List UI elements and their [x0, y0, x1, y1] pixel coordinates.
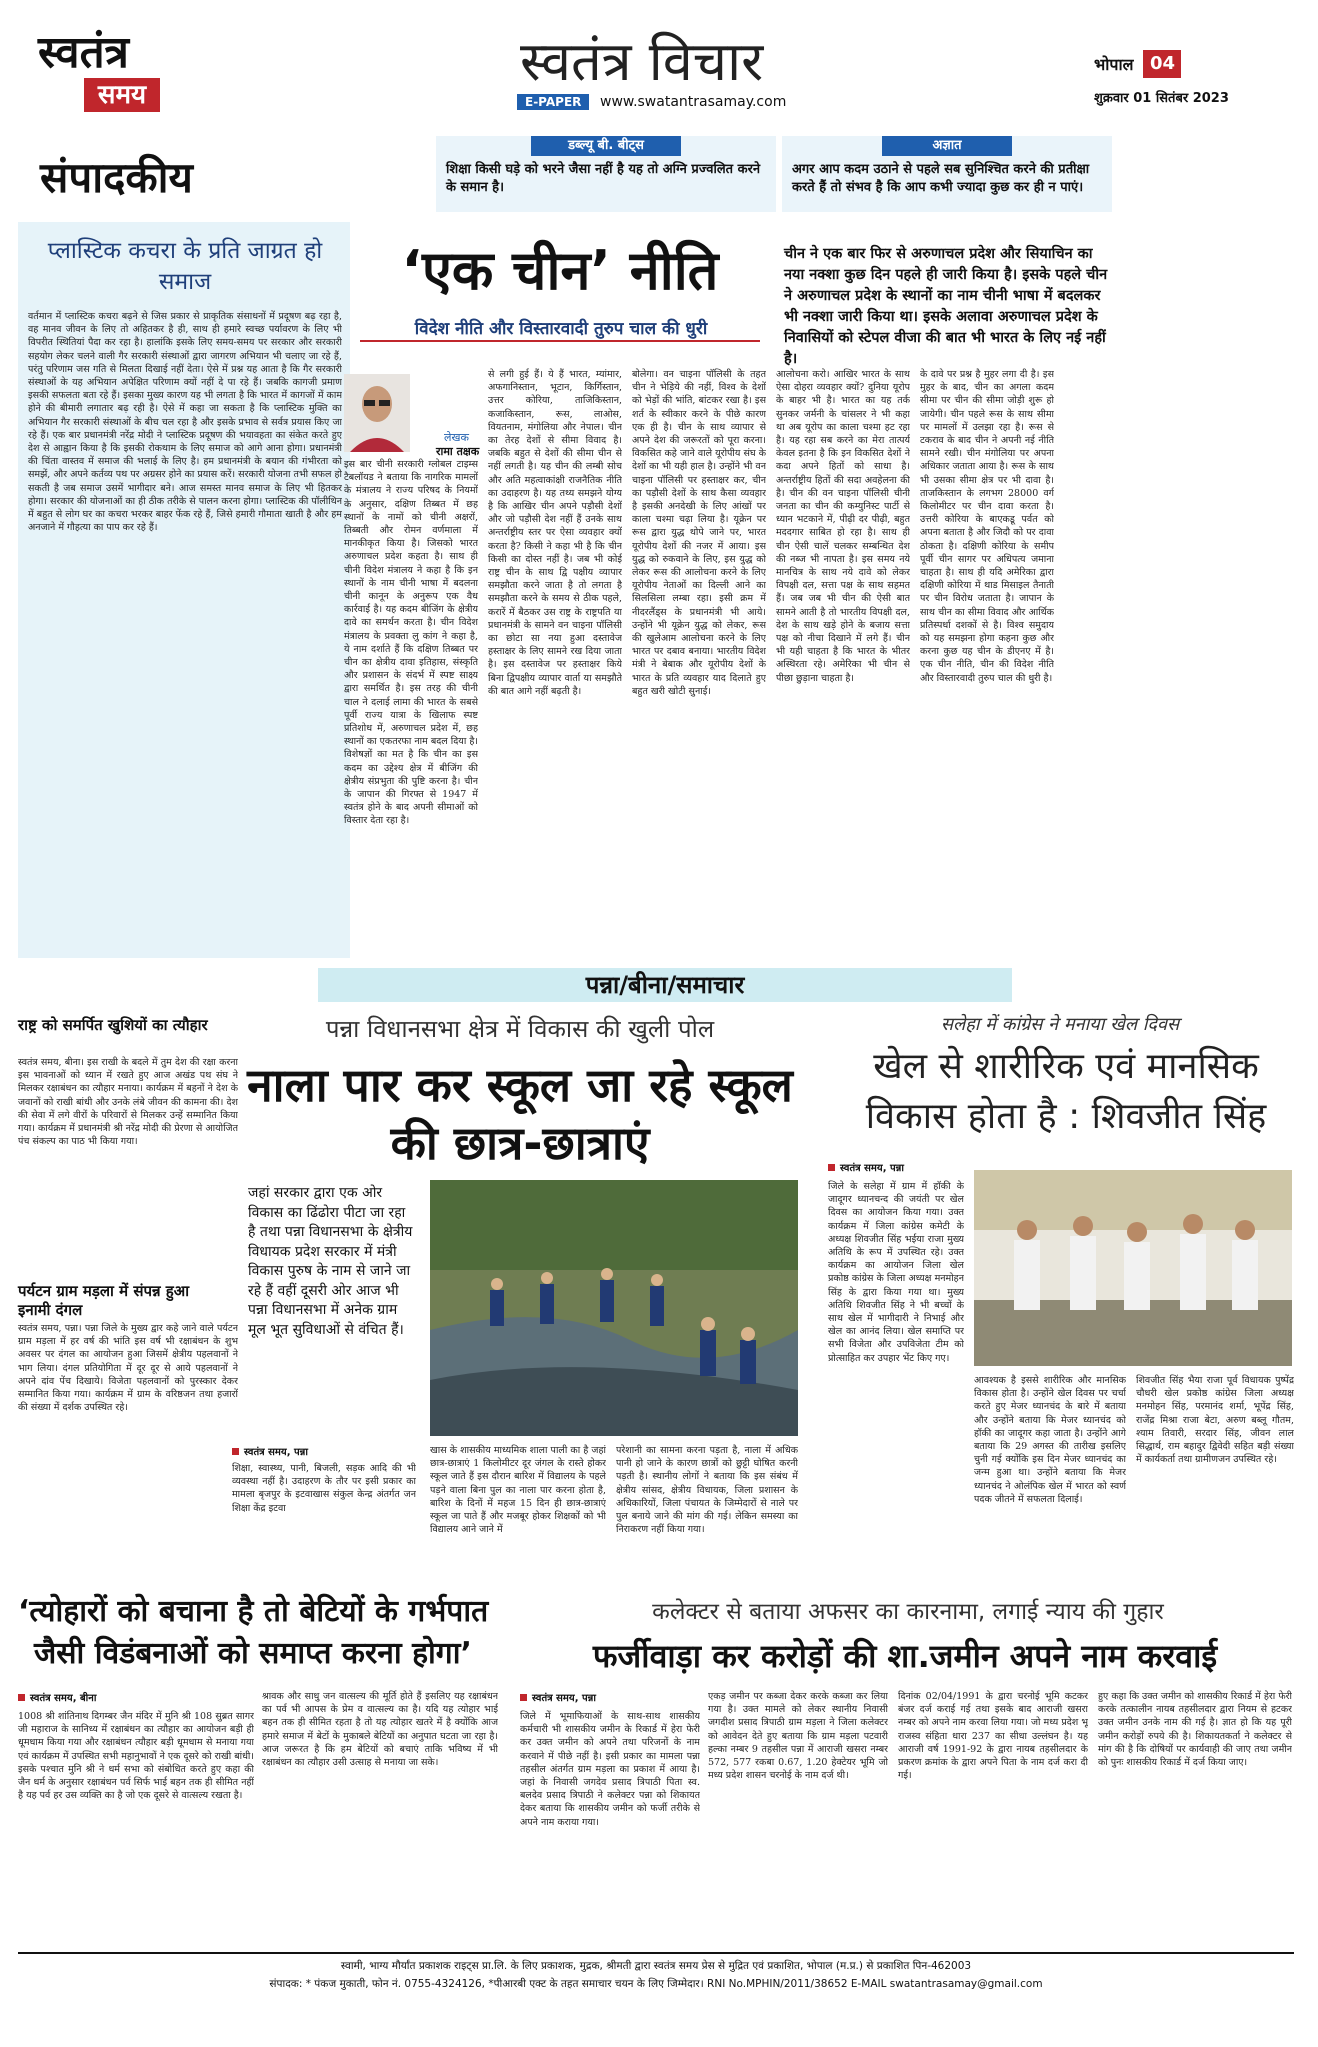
lead-column-3: बोलेगा। वन चाइना पॉलिसी के तहत चीन ने भेड़िये की नहीं, विश्व के देशों को भेड़ों की भांति, बांटकर रखा है। इस शर्त के स्वीकार करने के पीछे कारण एक ही है। चीन के साथ व्यापार से अपने देश की जरूरतों को पूरा करना। विकसित कहे जाने वाले यूरोपीय संघ के देशों का भी यही हाल है। उन्होंने भी वन चाइना पॉलिसी पर हस्ताक्षर कर, चीन का पड़ौसी देशों के साथ कैसा व्यवहार है इसकी अनदेखी के लिए आंखों पर काला चश्मा चढ़ा लिया है। यूक्रेन पर रूस द्वारा युद्ध थोपे जाने पर, भारत यूरोपीय देशों की नजर में आया। इस युद्ध को रुकवाने के लिए, इस युद्ध को लेकर रूस की आलोचना करने के लिए यूरोपीय नेताओं का दिल्ली आने का सिलसिला लम्बा रहा। इसी क्रम में नीदरलैंड्स के प्रधानमंत्री भी आये। उन्होंने भी यूक्रेन युद्ध को लेकर, रूस की खुलेआम आलोचना करने के लिए भारत पर दबाव बनाया। भारतीय विदेश मंत्री ने बेबाक और यूरोपीय देशों के भारत के प्रति व्यवहार याद दिलाते हुए बहुत खरी खोटी सुनाई। — [632, 369, 766, 697]
epaper-label: E-PAPER — [517, 94, 589, 110]
collector-headline: फर्जीवाड़ा कर करोड़ों की शा.जमीन अपने नाम करवाई — [592, 1637, 1218, 1675]
lead-headline: ‘एक चीन’ नीति — [401, 239, 719, 302]
collector-body-1: जिले में भूमाफियाओं के साथ-साथ शासकीय कर्मचारी भी शासकीय जमीन के रिकार्ड में हेरा फेरी कर उक्त जमीन को अपने तथा परिजनों के नाम करवाने में पीछे नहीं है। इसी प्रकार का मामला पन्ना तहसील अंतर्गत ग्राम मड़ला का प्रकाश में आया है। जहां के निवासी जगदेव प्रसाद त्रिपाठी पिता स्व. बलदेव प्रसाद त्रिपाठी ने कलेक्टर पन्ना को शिकायत देकर बताया कि शासकीय जमीन को फर्जी तरीके से अपने नाम कराया गया। — [520, 1711, 700, 1828]
panna-headline: नाला पार कर स्कूल जा रहे स्कूल की छात्र-छात्राएं — [247, 1058, 793, 1170]
panna-kicker: पन्ना विधानसभा क्षेत्र में विकास की खुली पोल — [325, 1015, 715, 1043]
editorial-headline: प्लास्टिक कचरा के प्रति जाग्रत हो समाज — [47, 238, 323, 295]
festival-body-1: 1008 श्री शांतिनाथ दिगम्बर जैन मंदिर में मुनि श्री 108 सुब्रत सागर जी महाराज के सानिध्य में रक्षाबंधन का त्यौहार का आयोजन बड़ी ही धूमधाम किया गया और रक्षाबंधन त्यौहार बड़ी धूमधाम से मनाया गया एवं कार्यक्रम में उपस्थित सभी महानुभावों ने एक दूसरे को राखी बांधी। इसके पश्चात मुनि श्री ने धर्म सभा को संबोधित करते हुए कहा की जैन धर्म के अनुसार रक्षाबंधन पर्व सिर्फ भाई बहन तक ही सीमित नहीं है यह पर्व हर उस व्यक्ति का है जो एक दूसरे से वात्सल्य रखता है। — [18, 1711, 254, 1802]
brief-1-body: स्वतंत्र समय, बीना। इस राखी के बदले में तुम देश की रक्षा करना इस भावनाओं को ध्यान में रखते हुए आज अखंड पथ संघ ने मिलकर रक्षाबंधन का त्यौहार मनाया। कार्यक्रम में बहनों ने देश के जवानों को राखी बांधी और उनके लंबे जीवन की कामना की। देश की सेवा में लगे वीरों के परिवारों से मिलकर उन्हें सम्मानित किया गया। कार्यक्रम में प्रधानमंत्री श्री नरेंद्र मोदी की प्रेरणा से आयोजित पंच संकल्प का पाठ भी किया गया। — [18, 1057, 238, 1148]
author-label: लेखक — [444, 431, 469, 444]
collector-body-3: दिनांक 02/04/1991 के द्वारा चरनोई भूमि कटकर बंजर दर्ज कराई गई तथा इसके बाद आराजी खसरा नम्बर को अपने नाम करवा लिया गया। जो मध्य प्रदेश भू राजस्व संहिता धारा 237 का सीधा उल्लंघन है। यह आराजी वर्ष 1991-92 के द्वारा नायब तहसीलदार के प्रकरण क्रमांक के द्वारा अपने पिता के नाम दर्ज करा दी गई। — [898, 1691, 1088, 1782]
page-number: 04 — [1143, 50, 1181, 78]
quote-2-text: अगर आप कदम उठाने से पहले सब सुनिश्चित करने की प्रतीक्षा करते हैं तो संभव है कि आप कभी ज्यादा कुछ कर ही न पाएं। — [792, 162, 1090, 195]
sports-headline: खेल से शारीरिक एवं मानसिक विकास होता है : शिवजीत सिंह — [865, 1046, 1267, 1137]
city-label: भोपाल — [1094, 55, 1134, 74]
author-portrait — [344, 374, 410, 452]
sports-kicker: सलेहा में कांग्रेस ने मनाया खेल दिवस — [940, 1014, 1180, 1035]
quote-box-1 — [436, 136, 776, 212]
stream-scene — [430, 1180, 798, 1436]
editorial-body: वर्तमान में प्लास्टिक कचरा बढ़ने से जिस प्रकार से प्राकृतिक संसाधनों में प्रदूषण बढ़ रहा है, वह मानव जीवन के लिए तो अहितकर है ही, साथ ही हमारे स्वच्छ पर्यावरण के लिए भी विपरीत स्थितियां पैदा कर रहा है। हालांकि इसके लिए समय-समय पर सरकार और सरकारी सहयोग लेकर चलने वाली गैर सरकारी संस्थाओं द्वारा जागरण अभियान भी चलाए जा रहे हैं, परंतु परिणाम जस गति से मिलता दिखाई नहीं देता। ऐसे में प्रश्न यह आता है कि गैर सरकारी संस्थाओं के यह अभियान अपेक्षित परिणाम क्यों नहीं दे पा रहे हैं। जबकि कागजी प्रमाण इसकी सफलता बता रहे हैं। इसका मुख्य कारण यह भी लगता है कि भारत में कागजों में काम होने की बीमारी लगातार बढ़ रही है। ऐसे में कहा जा सकता है कि प्लास्टिक मुक्ति का अभियान गैर सरकारी संस्थाओं के बीच चल रहा है और इसके प्रभाव से सर्वत्र प्रयास किए जा रहे हैं। एक बार प्रधानमंत्री नरेंद्र मोदी ने प्लास्टिक प्रदूषण की भयावहता का संकेत करते हुए देश से आह्वान किया है कि इसकी रोकथाम के लिए समाज को आगे आना होगा। प्रधानमंत्री की चिंता वास्तव में समाज की भलाई के लिए है। हम प्रधानमंत्री के बयान की गंभीरता को समझें, और अपने कर्तव्य पथ पर अग्रसर होने का प्रयास करें। सरकारी योजना तभी सफल हो सकती है जब समाज उसमें भागीदार बने। आज समस्त मानव समाज के लिए भी हितकर होगा। सरकार की योजनाओं का ही ठीक तरीके से पालन करना होगा। प्लास्टिक की पॉलीथिन में बहुत से लोग घर का कचरा भरकर बाहर फेंक रहे हैं, जिसे हमारी गौमाता खाती है और हम अनजाने में गौहत्या का पाप कर रहे हैं। — [28, 311, 342, 534]
panna-body-1: शिक्षा, स्वास्थ्य, पानी, बिजली, सड़क आदि की भी व्यवस्था नहीं है। उदाहरण के तौर पर इसी प्रकार का मामला बृजपुर के इटवाखास संकुल केन्द्र अंतर्गत जन शिक्षा केंद्र इटवा — [232, 1463, 416, 1514]
brief-2-body: स्वतंत्र समय, पन्ना। पन्ना जिले के मुख्य द्वार कहे जाने वाले पर्यटन ग्राम मड़ला में हर वर्ष की भांति इस वर्ष भी रक्षाबंधन के शुभ अवसर पर दंगल का आयोजन हुआ जिसमें क्षेत्रीय पहलवानों ने भाग लिया। दंगल प्रतियोगिता में दूर दूर से आये पहलवानों ने अपने दांव पेंच दिखाये। विजेता पहलवानों को पुरस्कार देकर सम्मानित किया गया। कार्यक्रम में ग्राम के वरिष्ठजन तथा हजारों की संख्या में दर्शक उपस्थित रहे। — [18, 1323, 238, 1414]
lead-column-5: के दावे पर प्रश्न है मुहर लगा दी है। इस मुहर के बाद, चीन का अगला कदम सीमा पर चीन की सीमा जोड़ी शुरू हो जायेगी। चीन पहले रूस के साथ सीमा पर मामलों में उलझा रहा है। रूस से टकराव के बाद चीन ने अपनी नई नीति सामने रखी। चीन मंगोलिया पर अपना अधिकार जताता आया है। रूस के साथ भी उसका सीमा क्षेत्र पर भी दावा है। ताजकिस्तान के लगभग 28000 वर्ग किलोमीटर पर चीन दावा करता है। उत्तरी कोरिया के बाएकडू पर्वत को अपना बताता है और जिदौ को पर दावा ठोकता है। दक्षिणी कोरिया के समीप पूर्वी चीन सागर पर अधिपत्य जमाना चाहता है। साथ ही यदि अमेरिका द्वारा दक्षिणी कोरिया में थाड मिसाइल तैनाती पर चीन विरोध जताता है। जापान के साथ चीन का सीमा विवाद और आर्थिक प्रतिस्पर्धा दशकों से है। विश्व समुदाय को यह समझना होगा कहना कुछ और करना कुछ यह चीन के डीएनए में है। एक चीन नीति, चीन की विदेश नीति और विस्तारवादी तुरुप चाल की धुरी है। — [920, 369, 1054, 684]
page-info — [1094, 50, 1229, 106]
quote-1-text: शिक्षा किसी घड़े को भरने जैसा नहीं है यह तो अग्नि प्रज्वलित करने के समान है। — [446, 162, 761, 195]
brief-1-headline: राष्ट्र को समर्पित खुशियों का त्यौहार — [18, 1016, 208, 1034]
quote-2-title: अज्ञात — [882, 136, 1012, 156]
collector-kicker: कलेक्टर से बताया अफसर का कारनामा, लगाई न्याय की गुहार — [652, 1599, 1164, 1625]
festival-body-2: श्रावक और साधु जन वात्सल्य की मूर्ति होते हैं इसलिए यह रक्षाबंधन का पर्व भी आपस के प्रेम व वात्सल्य का है। यदि यह त्योहार भाई बहन तक ही सीमित रहता है तो यह त्योहार खतरे में है क्योंकि आज हमारे समाज में बेटों के मुकाबले बेटियों का अनुपात घटता जा रहा है। आज जरूरत है कि हम बेटियों को बचाएं ताकि भविष्य में भी रक्षाबंधन का त्यौहार उसी उत्साह से मनाया जा सके। — [262, 1691, 498, 1769]
panna-body-3: परेशानी का सामना करना पड़ता है, नाला में अधिक पानी हो जाने के कारण छात्रों को छुट्टी घोषित करनी पड़ती है। स्थानीय लोगों ने बताया कि इस संबंध में क्षेत्रीय सांसद, क्षेत्रीय विधायक, जिला प्रशासन के अधिकारियों, जिला पंचायत के जिम्मेदारों से नाले पर पुल बनाये जाने की मांग की गई। लेकिन समस्या का निराकरण नहीं किया गया। — [616, 1445, 798, 1536]
website-link[interactable]: www.swatantrasamay.com — [600, 94, 787, 110]
panna-byline: स्वतंत्र समय, पन्ना — [232, 1444, 308, 1458]
section-title: स्वतंत्र विचार — [520, 30, 764, 93]
sports-event-photo — [974, 1170, 1292, 1366]
quote-box-2 — [782, 136, 1112, 212]
logo — [38, 28, 188, 120]
panna-pullquote: जहां सरकार द्वारा एक ओर विकास का ढिंढोरा पीटा जा रहा है तथा पन्ना विधानसभा के क्षेत्रीय विधायक प्रदेश सरकार में मंत्री विकास पुरुष के नाम से जाने जा रहे हैं वहीं दूसरी ओर आज भी पन्ना विधानसभा में अनेक ग्राम मूल भूत सुविधाओं से वंचित हैं। — [248, 1185, 413, 1338]
logo-top-text: स्वतंत्र — [38, 27, 129, 78]
author-photo — [344, 374, 410, 452]
sports-body-3: शिवजीत सिंह भैया राजा पूर्व विधायक पुष्पेंद्र चौधरी खेल प्रकोष्ठ कांग्रेस जिला अध्यक्ष मनमोहन सिंह, परमानंद शर्मा, भूपेंद्र सिंह, राजेंद्र मिश्रा राजा बेटा, अरुण बब्लू गौतम, श्याम तिवारी, सरदार सिंह, जीवन लाल सिद्धार्थ, राम बहादुर द्विवेदी सहित बड़ी संख्या में कार्यकर्ता तथा ग्रामीणजन उपस्थित रहे। — [1136, 1375, 1294, 1466]
lead-subhead: विदेश नीति और विस्तारवादी तुरुप चाल की धुरी — [414, 319, 708, 339]
festival-byline: स्वतंत्र समय, बीना — [18, 1690, 96, 1704]
author-name: रामा तक्षक — [436, 445, 480, 458]
section-band — [318, 968, 1012, 1002]
festival-headline-line-1: ‘त्योहारों को बचाना है तो बेटियों के गर्भपात — [18, 1594, 489, 1629]
lead-column-1: इस बार चीनी सरकारी ग्लोबल टाइम्स टैबलॉयड ने बताया कि नागरिक मामलों के मंत्रालय ने राज्य परिषद के नियमों के अनुसार, दक्षिण तिब्बत में छह स्थानों के नामों को चीनी अक्षरों, तिब्बती और रोमन वर्णमाला में मानकीकृत किया है। जिसको भारत अरुणाचल प्रदेश कहता है। साथ ही चीनी विदेश मंत्रालय ने कहा है कि इन स्थानों के नाम चीनी भाषा में बदलना चीनी कानून के अनुरूप एक वैध कार्रवाई है। यह कदम बीजिंग के क्षेत्रीय दावे का समर्थन करता है। चीन विदेश मंत्रालय के प्रवक्ता लु कांग ने कहा है, ये नाम दर्शाते हैं कि दक्षिण तिब्बत पर चीन का क्षेत्रीय दावा इतिहास, संस्कृति और प्रशासन के संदर्भ में स्पष्ट साक्ष्य द्वारा समर्थित है। इस तरह की चीनी चाल ने दलाई लामा की भारत के सबसे पूर्वी राज्य यात्रा के खिलाफ स्पष्ट प्रतिशोध में, अरुणाचल प्रदेश में, छह स्थानों का एकतरफा नाम बदल दिया है। विशेषज्ञों का मत है कि चीन का इस कदम का उद्देश्य क्षेत्र में बीजिंग की क्षेत्रीय संप्रभुता की पुष्टि करना है। चीन के जापान की गिरफ्त से 1947 में स्वतंत्र होने के बाद अपनी सीमाओं को विस्तार देता रहा है। — [344, 459, 478, 827]
festival-headline-line-2: जैसी विडंबनाओं को समाप्त करना होगा’ — [34, 1636, 472, 1671]
footer-line-1: स्वामी, भाग्य मौर्यांत प्रकाशक राइट्स प्रा.लि. के लिए प्रकाशक, मुद्रक, श्रीमती द्वारा स्वतंत्र समय प्रेस से मुद्रित एवं प्रकाशित, भोपाल (म.प्र.) से प्रकाशित पिन-462003 — [340, 1960, 972, 1972]
quote-1-title: डब्ल्यू बी. बीट्स — [531, 136, 681, 156]
brief-2-headline: पर्यटन ग्राम मड़ला में संपन्न हुआ इनामी दंगल — [18, 1282, 190, 1319]
lead-intro: चीन ने एक बार फिर से अरुणाचल प्रदेश और सियाचिन का नया नक्शा कुछ दिन पहले ही जारी किया है। इसके पहले चीन ने अरुणाचल प्रदेश के स्थानों का नाम चीनी भाषा में बदलकर भी नक्शा जारी किया था। इसके अलावा अरुणाचल प्रदेश के निवासियों को स्टेपल वीजा की बात भी भारत के लिए नई नहीं है। — [784, 246, 1108, 367]
section-band-label: पन्ना/बीना/समाचार — [585, 971, 745, 999]
collector-byline: स्वतंत्र समय, पन्ना — [520, 1690, 596, 1704]
editorial-label: संपादकीय — [40, 153, 193, 202]
sports-byline: स्वतंत्र समय, पन्ना — [828, 1160, 904, 1174]
footer-line-2: संपादक: * पंकज मुकाती, फोन नं. 0755-4324126, *पीआरबी एक्ट के तहत समाचार चयन के लिए जिम्मेदार। RNI No.MPHIN/2011/38652 E-MAIL swatantrasamay@gmail.com — [269, 1978, 1043, 1990]
students-crossing-photo — [430, 1180, 798, 1436]
panna-body-2: खास के शासकीय माध्यमिक शाला पाली का है जहां छात्र-छात्राएं 1 किलोमीटर दूर जंगल के रास्ते होकर स्कूल जाते हैं इस दौरान बारिश में विद्यालय के पहले पड़ने वाला बिना पुल का नाला पार करना होता है, बारिश के दिनों में महज 15 दिन ही छात्र-छात्राएं स्कूल जा पाते हैं और मजबूर होकर शिक्षकों को भी विद्यालय आने जाने में — [430, 1445, 606, 1536]
ceremony-scene — [974, 1170, 1292, 1366]
sports-body-2: आवश्यक है इससे शारीरिक और मानसिक विकास होता है। उन्होंने खेल दिवस पर चर्चा करते हुए मेजर ध्यानचंद के बारे में बताया और उन्होंने बताया कि मेजर ध्यानचंद को हॉकी का जादूगर कहा जाता है। उन्होंने आगे बताया कि 29 अगस्त की तारीख इसलिए चुनी गई क्योंकि इस दिन मेजर ध्यानचंद का जन्म हुआ था। उन्होंने बताया कि मेजर ध्यानचंद ने ओलंपिक खेल में भारत को स्वर्ण पदक जीतने में सफलता दिलाई। — [974, 1375, 1126, 1505]
lead-subhead-rule — [360, 340, 760, 342]
footer-rule — [18, 1952, 1294, 1954]
sports-body-1: जिले के सलेहा में ग्राम में हॉकी के जादूगर ध्यानचन्द की जयंती पर खेल दिवस का आयोजन किया गया। उक्त कार्यक्रम में जिला कांग्रेस कमेटी के अध्यक्ष शिवजीत सिंह भईया राजा मुख्य अतिथि के रूप में उपस्थित रहे। उक्त कार्यक्रम का आयोजन जिला खेल प्रकोष्ठ कांग्रेस के जिला अध्यक्ष मनमोहन सिंह के द्वारा किया गया था। मुख्य अतिथि शिवजीत सिंह ने भी बच्चों के साथ खेल में भागीदारी ने निभाई और खेल का आनंद लिया। खेल समाप्ति पर सभी विजेता और उपविजेता टीम को प्रोत्साहित कर उपहार भेंट किए गए। — [828, 1181, 964, 1364]
date: शुक्रवार 01 सितंबर 2023 — [1094, 91, 1229, 106]
logo-bottom-text: समय — [84, 78, 160, 112]
collector-body-4: हुए कहा कि उक्त जमीन को शासकीय रिकार्ड में हेरा फेरी करके तत्कालीन नायब तहसीलदार द्वारा नियम से हटकर उक्त जमीन उनके नाम की गई है। ज्ञात हो कि यह पूरी जमीन करोड़ों रुपये की है। शिकायतकर्ता ने कलेक्टर से मांग की है कि दोषियों पर कार्यवाही की जाए तथा जमीन को पुनः शासकीय रिकार्ड में दर्ज किया जाए। — [1098, 1691, 1292, 1769]
collector-body-2: एकड़ जमीन पर कब्जा देकर करके कब्जा कर लिया गया है। उक्त मामले को लेकर स्थानीय निवासी जगदीश प्रसाद त्रिपाठी ग्राम मड़ला ने जिला कलेक्टर को आवेदन देते हुए बताया कि ग्राम मड़ला पटवारी हल्का नम्बर 9 तहसील पन्ना में आराजी खसरा नम्बर 572, 577 रकबा 0.67, 1.20 हेक्टेयर भूमि जो मध्य प्रदेश शासन चरनोई के नाम दर्ज थी। — [708, 1691, 888, 1782]
lead-column-4: आलोचना करो। आखिर भारत के साथ ऐसा दोहरा व्यवहार क्यों? दुनिया यूरोप के बाहर भी है। भारत का यह तर्क सुनकर जर्मनी के चांसलर ने भी कहा था अब यूरोप का काला चश्मा हट रहा है। यह रहा सब करने का मेरा तात्पर्य केवल इतना है कि इन विकसित देशों ने कदा अपने हितों को साधा है। अन्तर्राष्ट्रीय हितों की सदा अवहेलना की है। चीन की वन चाइना पॉलिसी चीनी जनता का चीन की कम्युनिस्ट पार्टी से ध्यान भटकाने में, पीढ़ी दर पीढ़ी, बहुत मददगार साबित हो रहा है। साथ ही चीन ऐसी चालें चलकर सम्बन्धित देश की नब्ज भी नापता है। इस समय नये मानचित्र के साथ नये दावे को लेकर विपक्षी दल, सत्ता पक्ष के साथ सहमत हैं। जब जब भी चीन की ऐसी बात सामने आती है तो भारतीय विपक्षी दल, देश के साथ खड़े होने के बजाय सत्ता पक्ष को नीचा दिखाने में लगे हैं। चीन भी यही चाहता है कि भारत के भीतर अस्थिरता रहे। अमेरिका भी चीन से पीछा छुड़ाना चाहता है। — [776, 369, 910, 684]
lead-column-2: से लगी हुई हैं। ये हैं भारत, म्यांमार, अफगानिस्तान, भूटान, किर्गिस्तान, उत्तर कोरिया, ताजिकिस्तान, कजाकिस्तान, रूस, लाओस, वियतनाम, मंगोलिया और नेपाल। चीन का तेरह देशों से सीमा विवाद है। जबकि बहुत से देशों की सीमा चीन से नहीं लगती है। यह चीन की लम्बी सोच और अति महत्वाकांक्षी राजनैतिक नीति का उदाहरण है। यह तथ्य समझने योग्य है कि आखिर चीन अपने पड़ौसी देशों और जो पड़ौसी देश नहीं हैं उनके साथ अन्तर्राष्ट्रीय स्तर पर ऐसा व्यवहार क्यों करता है? किसी ने कहा भी है कि चीन किसी का दोस्त नहीं है। जब भी कोई राष्ट्र चीन के साथ द्वि पक्षीय व्यापार समझौता करने जाता है तो लगता है समझौता करने के समय से ठीक पहले, करारें में बैठकर उस राष्ट्र के राष्ट्रपति या प्रधानमंत्री के सामने वन चाइना पॉलिसी का छोटा सा नया हुआ दस्तावेज हस्ताक्षर के लिए सामने रख दिया जाता है। इस दस्तावेज पर हस्ताक्षर किये बिना द्विपक्षीय व्यापार वार्ता या समझौते की बात आगे नहीं बढ़ती है। — [488, 369, 622, 697]
